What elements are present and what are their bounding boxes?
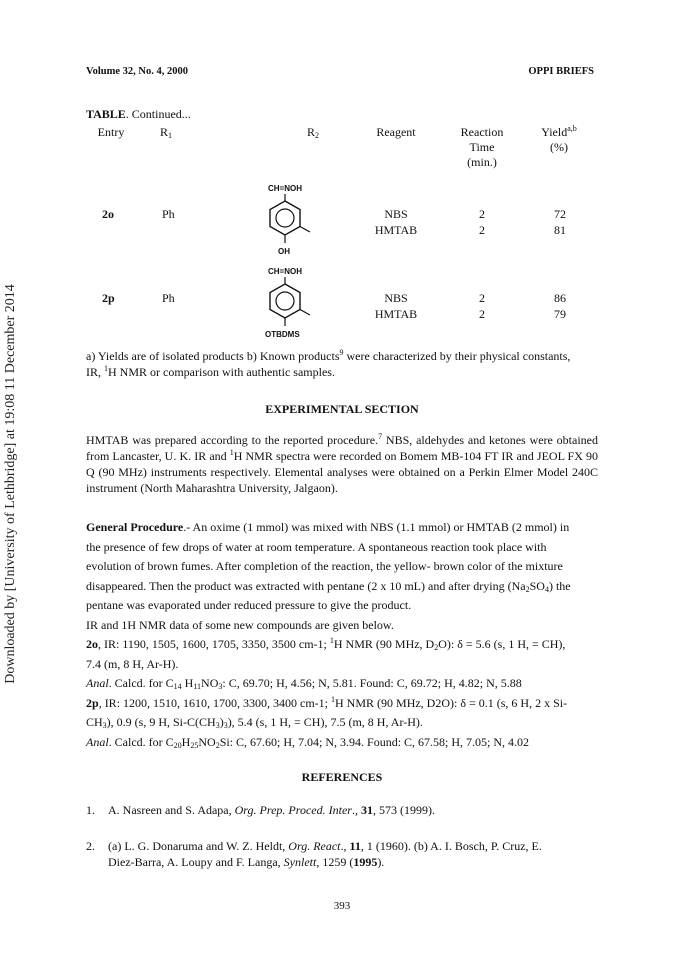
reference-1: 1. A. Nasreen and S. Adapa, Org. Prep. Proced. Inter., 31, 573 (1999). — [86, 803, 435, 817]
data-2o: 2o, IR: 1190, 1505, 1600, 1705, 3350, 3500 cm-1; $^1$H NMR (90 MHz, $D_2O$): δ = 5.6 (s, 1 H, = CH), — [86, 636, 566, 652]
general-procedure-label: General Procedure — [86, 520, 184, 534]
data-2p: 2p, IR: 1200, 1510, 1610, 1700, 3300, 3400 cm-1; $^1$H NMR (90 MHz, D2O): δ = 0.1 (s, 6 H, 2 x Si- — [86, 694, 568, 710]
download-stamp — [0, 0, 24, 968]
entry-2p: 2p — [102, 291, 115, 305]
column-header-reaction-time: Reaction Time (min.) — [460, 125, 504, 169]
running-header-volume: Volume 32, No. 4, 2000 — [86, 66, 188, 77]
structure-oxime-otbdms — [254, 266, 344, 344]
table-title — [86, 107, 191, 122]
experimental-heading: EXPERIMENTAL SECTION — [265, 402, 419, 416]
structure-bottom-group: OTBDMS — [265, 330, 300, 339]
structure-top-group: CH=NOH — [268, 184, 303, 193]
general-procedure: General Procedure.- An oxime (1 mmol) was mixed with NBS (1.1 mmol) or HMTAB (2 mmol) in the presence of few drops of water at room temperature. A spontaneous reaction took place with evolution of brown fumes. After completion of the reaction, the yellow- brown color of the mixture disappeared. Then the product was extracted with pentane (2 x 10 mL) and after drying $(Na_2SO_4)$ the pentane was evaporated under reduced pressure to give the product. IR and 1H NMR data of some new compounds are given below. 2o, IR: 1190, 1505, 1600, 1705, 3350, 3500 cm-1; $^1$H NMR (90 MHz, $D_2O$): δ = 5.6 (s, 1 H, = CH), 7.4 (m, 8 H, Ar-H). Anal. Calcd. for $C_{14}$ $H_{11}NO_3$: C, 69.70; H, 4.56; N, 5.81. Found: C, 69.72; H, 4.82; N, 5.88 2p, IR: 1200, 1510, 1610, 1700, 3300, 3400 cm-1; $^1$H NMR (90 MHz, D2O): δ = 0.1 (s, 6 H, 2 x Si- $CH_3$), 0.9 (s, 9 H, $Si-C(CH_3)_3$), 5.4 (s, 1 H, = CH), 7.5 (m, 8 H, Ar-H). Anal. Calcd. for $C_{20}H_{25}NO_2Si$: C, 67.60; H, 7.04; N, 3.94. Found: C, 67.58; H, 7.05; N, 4.02 — [86, 518, 598, 752]
time-2p: 2 2 — [479, 291, 485, 321]
entry-2o: 2o — [102, 207, 114, 221]
reference-2: 2. (a) L. G. Donaruma and W. Z. Heldt, Org. React., 11, 1 (1960). (b) A. I. Bosch, P. Cruz, E. Diez-Barra, A. Loupy and F. Langa, Synlett, 1259 (1995). — [86, 839, 542, 869]
structure-top-group: CH=NOH — [268, 267, 303, 276]
column-header-entry: Entry — [97, 125, 125, 139]
structure-oxime-hydroxy — [254, 183, 344, 261]
table-footnote: a) Yields are of isolated products b) Known products$^9$ were characterized by their physical constants, IR, $^1$H NMR or comparison with authentic samples. — [86, 348, 571, 379]
column-header-r1: $R_1$ — [160, 125, 173, 140]
yield-2o: 72 81 — [554, 207, 566, 237]
table-title-label: TABLE — [86, 107, 126, 121]
download-stamp-text: Downloaded by [University of Lethbridge] at 19:08 11 December 2014 — [3, 284, 18, 684]
time-2o: 2 2 — [479, 207, 485, 237]
page-number: 393 — [333, 900, 351, 912]
running-header-journal: OPPI BRIEFS — [528, 66, 594, 77]
references-heading: REFERENCES — [301, 770, 383, 784]
structure-bottom-group: OH — [278, 247, 290, 256]
column-header-yield: Yield$^{a,b}$ (%) — [541, 124, 577, 154]
analysis-2o: Anal. Calcd. for $C_{14}$ $H_{11}NO_3$: C, 69.70; H, 4.56; N, 5.81. Found: C, 69.72; H, 4.82; N, 5.88 — [86, 676, 522, 691]
yield-2p: 86 79 — [554, 291, 566, 321]
table-title-continued: . Continued... — [125, 107, 191, 121]
r1-2o: Ph — [162, 207, 175, 221]
analysis-2p: Anal. Calcd. for $C_{20}H_{25}NO_2Si$: C, 67.60; H, 7.04; N, 3.94. Found: C, 67.58; H, 7.05; N, 4.02 — [86, 734, 530, 750]
experimental-paragraph: HMTAB was prepared according to the reported procedure.$^7$ NBS, aldehydes and ketones were obtained from Lancaster, U. K. IR and $^1$H NMR spectra were recorded on Bomem MB-104 FT IR and JEOL FX 90 Q (90 MHz) instruments respectively. Elemental analyses were obtained on a Perkin Elmer Model 240C instrument (North Maharashtra University, Jalgaon). — [86, 432, 598, 495]
r1-2p: Ph — [162, 291, 175, 305]
reagent-2o: NBS HMTAB — [374, 207, 418, 237]
reagent-2p: NBS HMTAB — [374, 291, 418, 321]
column-header-reagent: Reagent — [376, 125, 416, 139]
column-header-r2: $R_2$ — [307, 125, 320, 140]
